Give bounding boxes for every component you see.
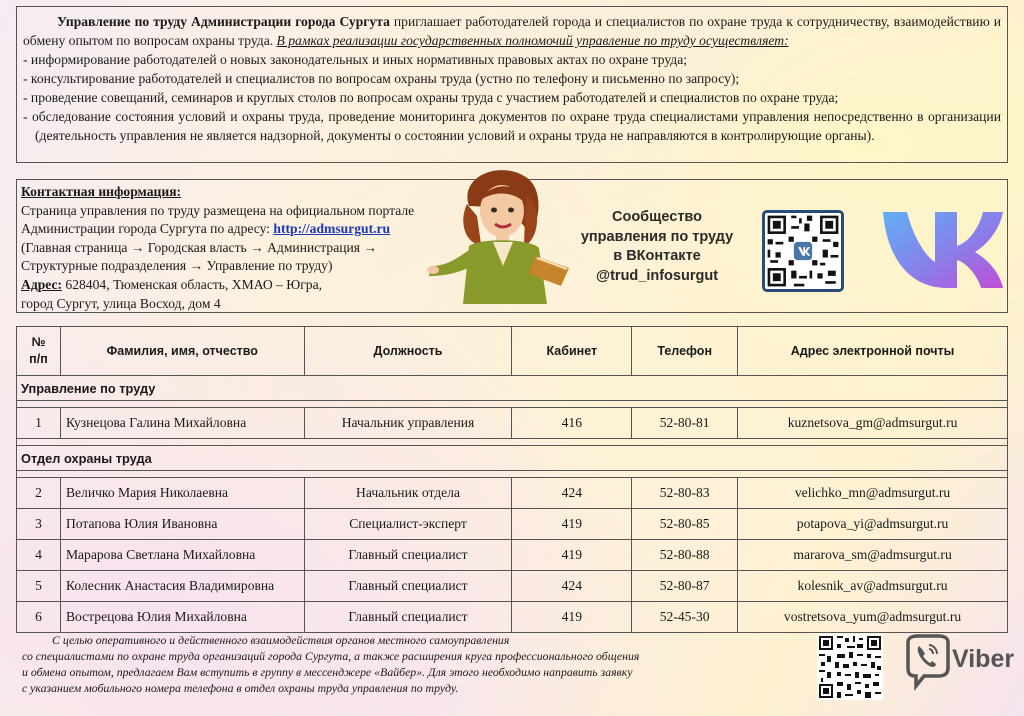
col-header-fio: Фамилия, имя, отчество bbox=[60, 327, 304, 376]
table-row bbox=[17, 478, 1008, 509]
col-header-number: № п/п bbox=[17, 327, 61, 376]
viber-logo-text: Viber bbox=[952, 645, 1015, 673]
intro-paragraph bbox=[23, 12, 1001, 50]
vk-logo bbox=[881, 206, 1003, 292]
cell-email[interactable]: velichko_mn@admsurgut.ru bbox=[738, 478, 1008, 509]
table-row bbox=[17, 602, 1008, 633]
address-value: 628404, Тюменская область, ХМАО – Югра, bbox=[62, 276, 323, 292]
contact-line: Структурные подразделения → Управление по труду) bbox=[21, 258, 333, 274]
table-header-row bbox=[17, 327, 1008, 376]
cell-phone: 52-80-87 bbox=[632, 571, 738, 602]
cell-number: 5 bbox=[17, 571, 61, 602]
section-row bbox=[17, 446, 1008, 471]
cell-phone: 52-80-85 bbox=[632, 509, 738, 540]
contact-info bbox=[21, 183, 471, 313]
cell-room: 419 bbox=[512, 509, 632, 540]
cell-room: 424 bbox=[512, 571, 632, 602]
table-row bbox=[17, 571, 1008, 602]
cell-phone: 52-80-83 bbox=[632, 478, 738, 509]
col-header-position: Должность bbox=[304, 327, 512, 376]
col-header-phone: Телефон bbox=[632, 327, 738, 376]
cell-email[interactable]: potapova_yi@admsurgut.ru bbox=[738, 509, 1008, 540]
vk-line: Сообщество bbox=[612, 209, 702, 225]
duty-item: - консультирование работодателей и специалистов по вопросам охраны труда (устно по телефону и письменно по запросу); bbox=[23, 71, 740, 86]
cell-email[interactable]: kuznetsova_gm@admsurgut.ru bbox=[738, 408, 1008, 439]
cell-position: Главный специалист bbox=[304, 571, 512, 602]
contacts-box bbox=[16, 179, 1008, 313]
vk-community-text bbox=[577, 208, 737, 286]
col-header-email: Адрес электронной почты bbox=[738, 327, 1008, 376]
footer-line: со специалистами по охране труда организаций города Сургута, а также расширения круга профессионального общения bbox=[22, 649, 640, 663]
cell-fio: Кузнецова Галина Михайловна bbox=[60, 408, 304, 439]
footer-note bbox=[22, 632, 757, 696]
contact-line: Страница управления по труду размещена на официальном портале bbox=[21, 202, 415, 218]
table-row bbox=[17, 408, 1008, 439]
cell-position: Главный специалист bbox=[304, 602, 512, 633]
address-label: Адрес: bbox=[21, 276, 63, 292]
cell-phone: 52-80-88 bbox=[632, 540, 738, 571]
cell-number: 4 bbox=[17, 540, 61, 571]
section-row bbox=[17, 376, 1008, 401]
address-line: город Сургут, улица Восход, дом 4 bbox=[21, 295, 221, 311]
viber-qr-code[interactable] bbox=[817, 634, 883, 700]
spacer-row bbox=[17, 401, 1008, 408]
cell-number: 2 bbox=[17, 478, 61, 509]
cell-number: 6 bbox=[17, 602, 61, 633]
contact-heading: Контактная информация: bbox=[21, 184, 182, 199]
cell-email[interactable]: kolesnik_av@admsurgut.ru bbox=[738, 571, 1008, 602]
cell-position: Начальник управления bbox=[304, 408, 512, 439]
cell-fio: Марарова Светлана Михайловна bbox=[60, 540, 304, 571]
cell-phone: 52-45-30 bbox=[632, 602, 738, 633]
vk-line: в ВКонтакте bbox=[613, 248, 701, 264]
section-title: Отдел охраны труда bbox=[17, 446, 1008, 471]
spacer-row bbox=[17, 471, 1008, 478]
contact-line-prefix: Администрации города Сургута по адресу: bbox=[21, 221, 274, 237]
duties-heading: В рамках реализации государственных полномочий управление по труду осуществляет: bbox=[276, 33, 789, 48]
section-title: Управление по труду bbox=[17, 376, 1008, 401]
footer-line: с указанием мобильного номера телефона в отдел охраны труда управления по труду. bbox=[22, 681, 459, 695]
cell-fio: Потапова Юлия Ивановна bbox=[60, 509, 304, 540]
cell-position: Специалист-эксперт bbox=[304, 509, 512, 540]
duty-item: - проведение совещаний, семинаров и круглых столов по вопросам охраны труда с участием работодателей и специалистов по охране труда; bbox=[23, 90, 839, 105]
table-row bbox=[17, 540, 1008, 571]
cell-room: 424 bbox=[512, 478, 632, 509]
table-row bbox=[17, 509, 1008, 540]
viber-logo bbox=[902, 634, 1015, 700]
staff-table bbox=[16, 326, 1008, 633]
vk-handle: @trud_infosurgut bbox=[595, 267, 719, 284]
contact-line bbox=[21, 220, 471, 239]
org-name: Управление по труду Администрации города Сургута bbox=[57, 14, 390, 29]
spacer-row bbox=[17, 439, 1008, 446]
intro-lead: приглашает работодателей города и специалистов по охране труда к сотрудничеству, взаимодействию и обмену опытом по вопросам охраны труда. bbox=[23, 14, 1001, 48]
cell-fio: Вострецова Юлия Михайловна bbox=[60, 602, 304, 633]
address-line bbox=[21, 276, 471, 295]
cell-position: Начальник отдела bbox=[304, 478, 512, 509]
cell-room: 419 bbox=[512, 540, 632, 571]
footer-line: и обмена опытом, предлагаем Вам вступить в группу в мессенджере «Вайбер». Для этого необходимо направить заявку bbox=[22, 665, 633, 679]
cell-phone: 52-80-81 bbox=[632, 408, 738, 439]
cell-position: Главный специалист bbox=[304, 540, 512, 571]
cell-email[interactable]: mararova_sm@admsurgut.ru bbox=[738, 540, 1008, 571]
duty-item: - обследование состояния условий и охраны труда, проведение мониторинга документов по охране труда специалистами управления непосредственно в организации (деятельность управления не является надзорной, документы о состоянии условий и охраны труда не направляются в контролирующие органы). bbox=[23, 109, 1001, 143]
portal-link[interactable]: http://admsurgut.ru bbox=[273, 221, 391, 237]
footer-line: С целью оперативного и действенного взаимодействия органов местного самоуправления bbox=[52, 633, 510, 647]
duty-item: - информирование работодателей о новых законодательных и иных нормативных правовых актах по охране труда; bbox=[23, 52, 688, 67]
vk-line: управления по труду bbox=[580, 228, 734, 245]
cell-email[interactable]: vostretsova_yum@admsurgut.ru bbox=[738, 602, 1008, 633]
cell-room: 419 bbox=[512, 602, 632, 633]
cell-fio: Колесник Анастасия Владимировна bbox=[60, 571, 304, 602]
contact-line: (Главная страница → Городская власть → Администрация → bbox=[21, 239, 378, 255]
intro-box bbox=[16, 6, 1008, 163]
vk-qr-code[interactable] bbox=[762, 210, 844, 292]
cell-room: 416 bbox=[512, 408, 632, 439]
cell-number: 3 bbox=[17, 509, 61, 540]
woman-illustration bbox=[429, 166, 579, 304]
cell-fio: Величко Мария Николаевна bbox=[60, 478, 304, 509]
cell-number: 1 bbox=[17, 408, 61, 439]
col-header-room: Кабинет bbox=[512, 327, 632, 376]
